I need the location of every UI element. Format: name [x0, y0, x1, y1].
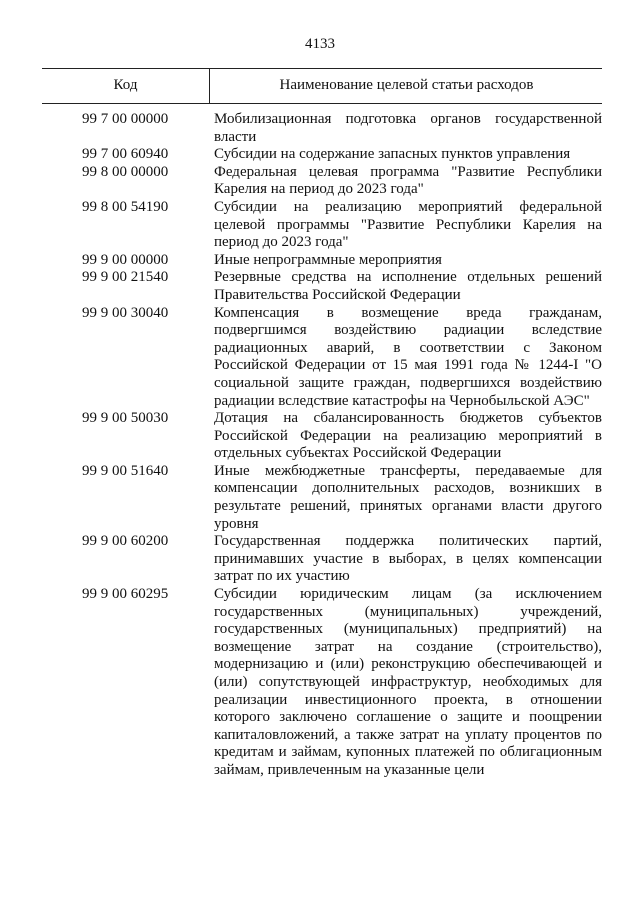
row-code: 99 9 00 00000 — [82, 251, 169, 268]
row-name: Мобилизационная подготовка органов государственной власти — [214, 111, 602, 145]
header-name: Наименование целевой статьи расходов — [279, 77, 534, 93]
page-number: 4133 — [305, 36, 335, 52]
table-row — [0, 410, 640, 463]
row-name: Государственная поддержка политических партий, принимавших участие в выборах, в целях компенсации затрат по их участию — [214, 533, 602, 585]
row-code: 99 9 00 51640 — [82, 462, 169, 479]
table-row — [0, 269, 640, 304]
row-code: 99 9 00 60295 — [82, 586, 169, 603]
row-code: 99 8 00 54190 — [82, 198, 169, 215]
row-name: Иные межбюджетные трансферты, передаваемые для компенсации дополнительных расходов, возникших в результате решений, принятых органами власти другого уровня — [214, 462, 602, 532]
row-code: 99 9 00 60200 — [82, 533, 169, 550]
table-row — [0, 586, 640, 780]
table-row — [0, 305, 640, 411]
row-name: Компенсация в возмещение вреда гражданам, подвергшимся воздействию радиации вследствие радиационных аварий, в соответствии с Законом Российской Федерации от 15 мая 1991 года № 1244-I "О социальной защите граждан, подвергшихся воздействию радиации вследствие катастрофы на Чернобыльской АЭС" — [214, 304, 602, 409]
table-row — [0, 111, 640, 146]
row-name: Субсидии юридическим лицам (за исключением государственных (муниципальных) учреждений, государственных (муниципальных) предприятий) на возмещение затрат на создание (строительство), модернизацию и (или) реконструкцию обеспечивающей и (или) сопутствующей инфраструктур, необходимых для реализации инвестиционного проекта, в отношении которого заключено соглашение о защите и поощрении капиталовложений, а также затрат на уплату процентов по кредитам и займам, купонных платежей по облигационным займам, привлеченным на указанные цели — [214, 586, 602, 778]
header-code: Код — [113, 77, 138, 93]
row-code: 99 9 00 30040 — [82, 304, 169, 321]
table-header — [42, 68, 602, 104]
row-code: 99 9 00 21540 — [82, 269, 169, 286]
row-name: Иные непрограммные мероприятия — [214, 251, 442, 268]
table-row — [0, 199, 640, 252]
row-name: Резервные средства на исполнение отдельных решений Правительства Российской Федерации — [214, 269, 602, 303]
row-name: Субсидии на содержание запасных пунктов управления — [214, 146, 571, 163]
table-row — [0, 252, 640, 270]
row-name: Субсидии на реализацию мероприятий федеральной целевой программы "Развитие Республики Карелия на период до 2023 года" — [214, 198, 602, 251]
row-name: Федеральная целевая программа "Развитие Республики Карелия на период до 2023 года" — [214, 163, 602, 198]
table-row — [0, 146, 640, 164]
row-code: 99 8 00 00000 — [82, 163, 169, 180]
table-row — [0, 164, 640, 199]
row-code: 99 9 00 50030 — [82, 410, 169, 427]
table-body — [0, 111, 640, 780]
header-divider — [209, 69, 210, 103]
table-row — [0, 463, 640, 533]
row-code: 99 7 00 60940 — [82, 146, 169, 163]
row-name: Дотация на сбалансированность бюджетов субъектов Российской Федерации на реализацию мероприятий в отдельных субъектах Российской Федерации — [214, 410, 602, 462]
table-row — [0, 533, 640, 586]
row-code: 99 7 00 00000 — [82, 111, 169, 127]
